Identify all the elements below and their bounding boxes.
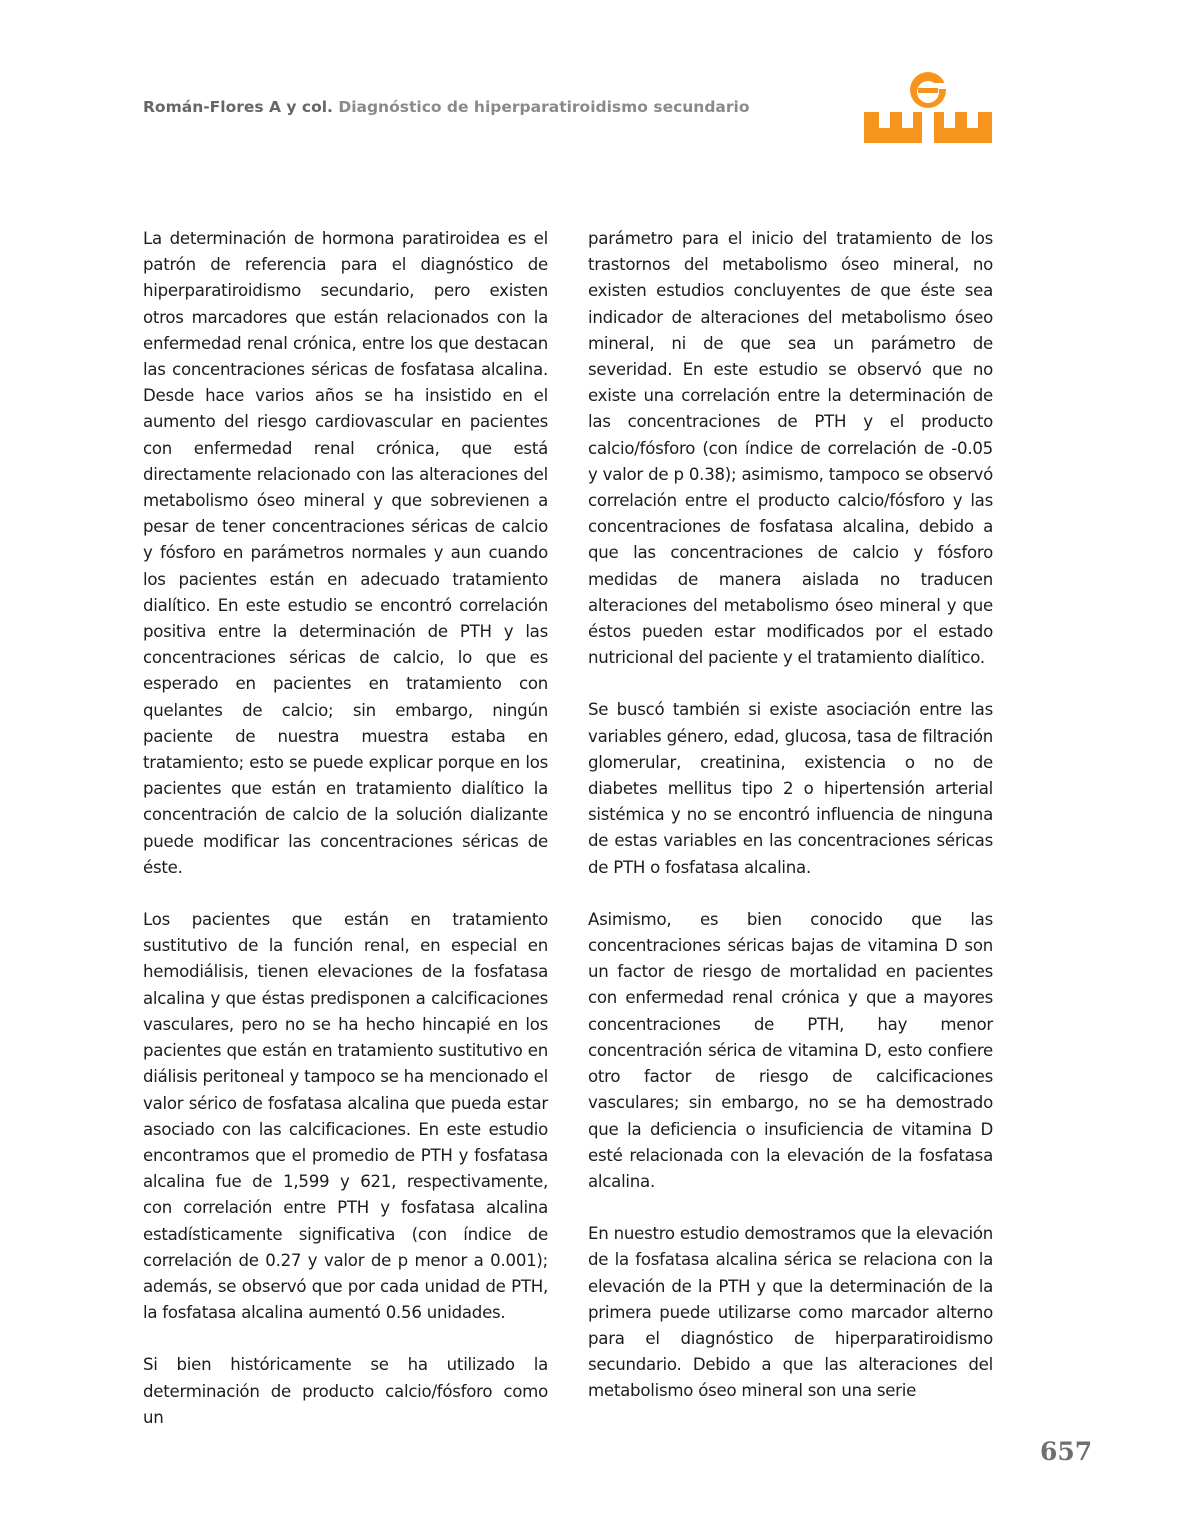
header-authors: Román-Flores A y col. [143,98,333,116]
paragraph: Se buscó también si existe asociación entre las variables género, edad, glucosa, tasa de filtración glomerular, creatinina, existencia o no de diabetes mellitus tipo 2 o hipertensión arterial sistémica y no se encontró influencia de ninguna de estas variables en las concentraciones séricas de PTH o fosfatasa alcalina. [588,700,993,877]
paragraph: Si bien históricamente se ha utilizado la determinación de producto calcio/fósforo como un [143,1355,548,1427]
right-column [588,226,993,1431]
page-number: 657 [1040,1437,1093,1466]
header-title: Diagnóstico de hiperparatiroidismo secundario [338,98,750,116]
paragraph: Los pacientes que están en tratamiento sustitutivo de la función renal, en especial en hemodiálisis, tienen elevaciones de la fosfatasa alcalina y que éstas predisponen a calcificaciones vasculares, pero no se ha hecho hincapié en los pacientes que están en tratamiento sustitutivo en diálisis peritoneal y tampoco se ha mencionado el valor sérico de fosfatasa alcalina que pueda estar asociado con las calcificaciones. En este estudio encontramos que el promedio de PTH y fosfatasa alcalina fue de 1,599 y 621, respectivamente, con correlación entre PTH y fosfatasa alcalina estadísticamente significativa (con índice de correlación de 0.27 y valor de p menor a 0.001); además, se observó que por cada unidad de PTH, la fosfatasa alcalina aumentó 0.56 unidades. [143,910,548,1323]
journal-logo-icon [864,70,992,144]
paragraph: La determinación de hormona paratiroidea es el patrón de referencia para el diagnóstico de hiperparatiroidismo secundario, pero existen otros marcadores que están relacionados con la enfermedad renal crónica, entre los que destacan las concentraciones séricas de fosfatasa alcalina. Desde hace varios años se ha insistido en el aumento del riesgo cardiovascular en pacientes con enfermedad renal crónica, que está directamente relacionado con las alteraciones del metabolismo óseo mineral y que sobrevienen a pesar de tener concentraciones séricas de calcio y fósforo en parámetros normales y aun cuando los pacientes están en adecuado tratamiento dialítico. En este estudio se encontró correlación positiva entre la determinación de PTH y las concentraciones séricas de calcio, lo que es esperado en pacientes en tratamiento con quelantes de calcio; sin embargo, ningún paciente de nuestra muestra estaba en tratamiento; esto se puede explicar porque en los pacientes que están en tratamiento dialítico la concentración de calcio de la solución dializante puede modificar las concentraciones séricas de éste. [143,229,548,877]
left-column [143,226,548,1457]
running-header [143,98,750,116]
paragraph: Asimismo, es bien conocido que las concentraciones séricas bajas de vitamina D son un factor de riesgo de mortalidad en pacientes con enfermedad renal crónica y que a mayores concentraciones de PTH, hay menor concentración sérica de vitamina D, esto confiere otro factor de riesgo de calcificaciones vasculares; sin embargo, no se ha demostrado que la deficiencia o insuficiencia de vitamina D esté relacionada con la elevación de la fosfatasa alcalina. [588,909,993,1191]
paragraph: parámetro para el inicio del tratamiento de los trastornos del metabolismo óseo mineral, no existen estudios concluyentes de que éste sea indicador de alteraciones del metabolismo óseo mineral, ni de que sea un parámetro de severidad. En este estudio se observó que no existe una correlación entre la determinación de las concentraciones de PTH y el producto calcio/fósforo (con índice de correlación de -0.05 y valor de p 0.38); asimismo, tampoco se observó correlación entre el producto calcio/fósforo y las concentraciones de fosfatasa alcalina, debido a que las concentraciones de calcio y fósforo medidas de manera aislada no traducen alteraciones del metabolismo óseo mineral y que éstos pueden estar modificados por el estado nutricional del paciente y el tratamiento dialítico. [588,229,993,668]
paragraph: En nuestro estudio demostramos que la elevación de la fosfatasa alcalina sérica se relaciona con la elevación de la PTH y que la determinación de la primera puede utilizarse como marcador alterno para el diagnóstico de hiperparatiroidismo secundario. Debido a que las alteraciones del metabolismo óseo mineral son una serie [588,1224,993,1401]
